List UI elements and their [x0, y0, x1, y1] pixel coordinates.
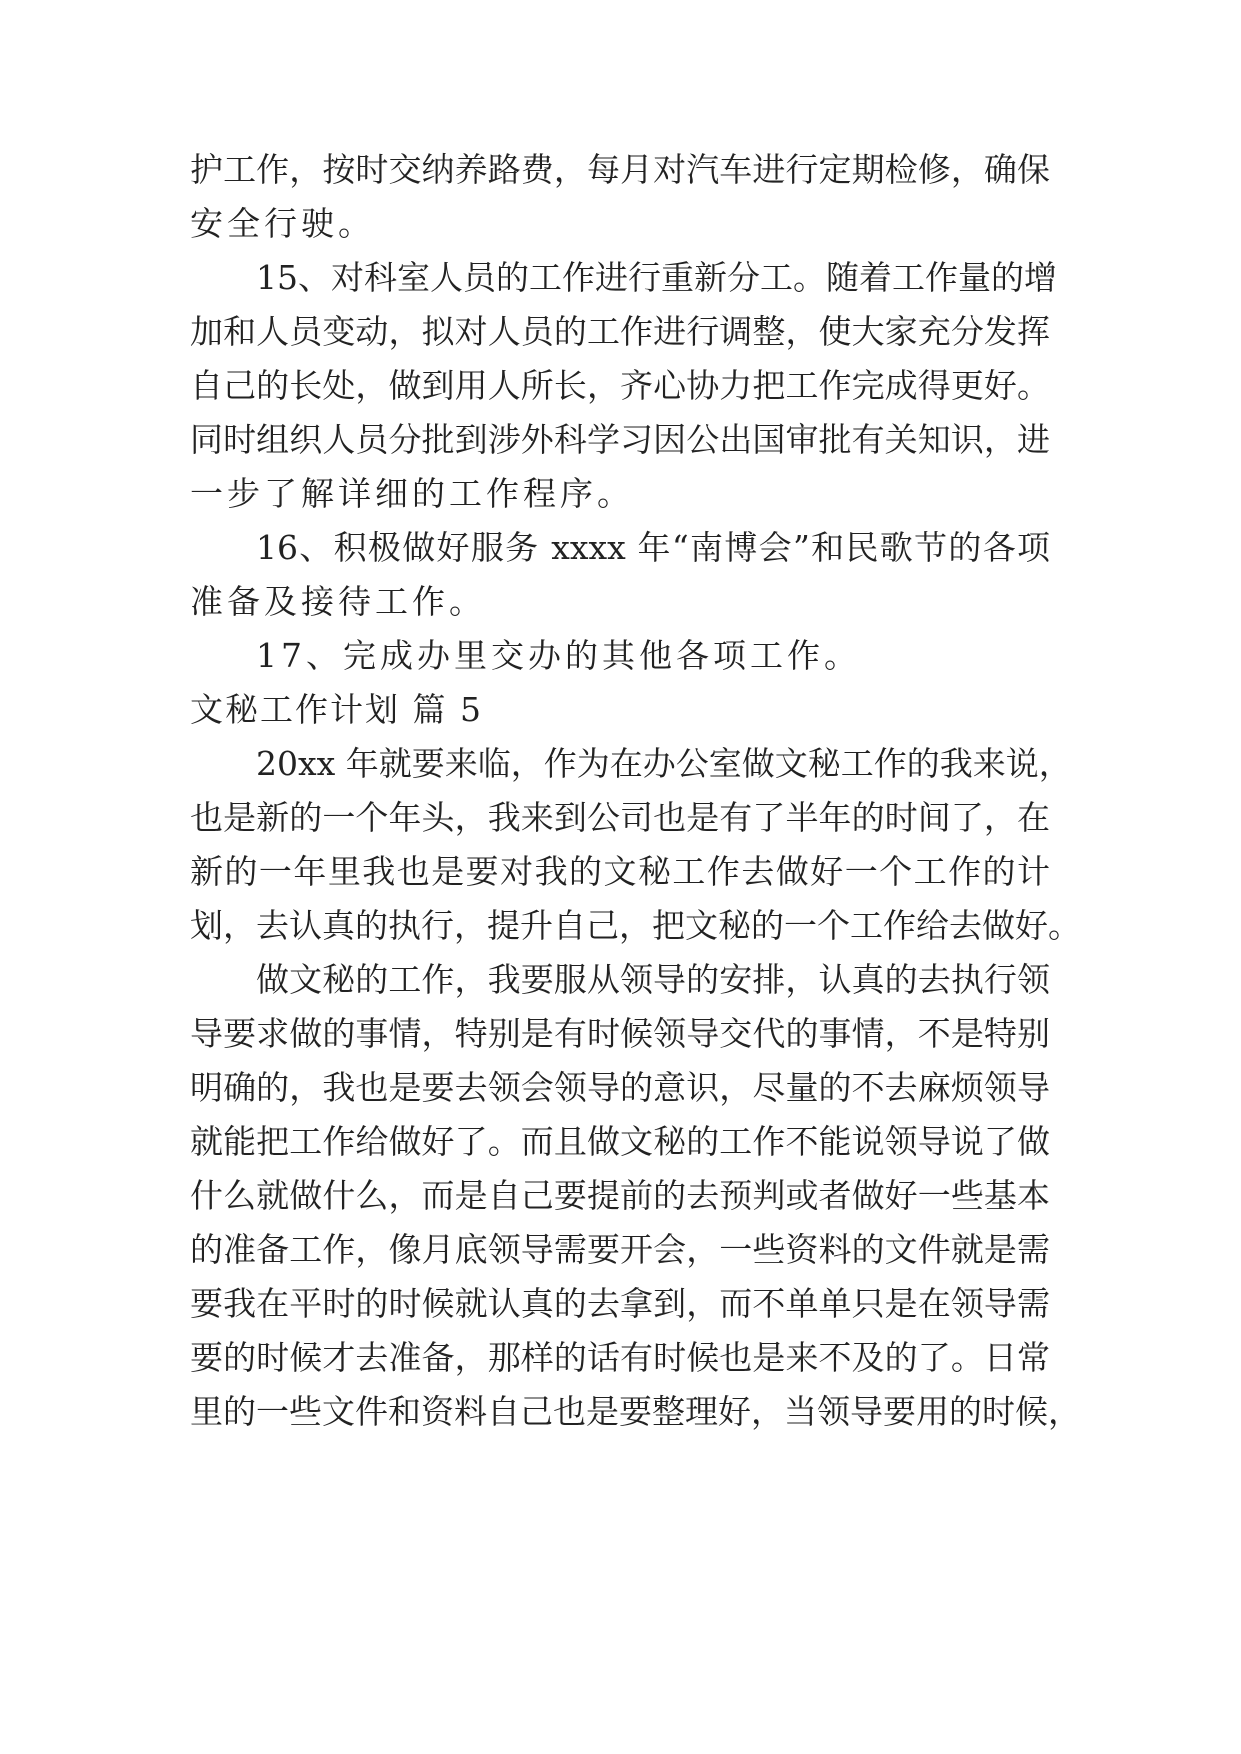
text-line: 要的时候才去准备，那样的话有时候也是来不及的了。日常	[190, 1338, 1050, 1377]
paragraph-start-line: 做文秘的工作，我要服从领导的安排，认真的去执行领	[256, 960, 1050, 999]
item-17-line: 17、完成办里交办的其他各项工作。	[256, 636, 861, 675]
section-heading: 文秘工作计划 篇 5	[190, 690, 483, 729]
text-line: 导要求做的事情，特别是有时候领导交代的事情，不是特别	[190, 1014, 1050, 1053]
text-line: 也是新的一个年头，我来到公司也是有了半年的时间了，在	[190, 798, 1050, 837]
item-15-line: 15、对科室人员的工作进行重新分工。随着工作量的增	[256, 258, 1057, 297]
text-line: 准备及接待工作。	[190, 582, 486, 621]
text-line: 的准备工作，像月底领导需要开会，一些资料的文件就是需	[190, 1230, 1050, 1269]
paragraph-start-line: 20xx 年就要来临，作为在办公室做文秘工作的我来说，	[256, 744, 1072, 783]
text-line: 一步了解详细的工作程序。	[190, 474, 634, 513]
text-line: 要我在平时的时候就认真的去拿到，而不单单只是在领导需	[190, 1284, 1050, 1323]
text-line: 自己的长处，做到用人所长，齐心协力把工作完成得更好。	[190, 366, 1050, 405]
text-line: 划，去认真的执行，提升自己，把文秘的一个工作给去做好。	[190, 906, 1081, 945]
text-line: 新的一年里我也是要对我的文秘工作去做好一个工作的计	[190, 852, 1050, 891]
text-line: 护工作，按时交纳养路费，每月对汽车进行定期检修，确保	[190, 150, 1050, 189]
text-line: 什么就做什么，而是自己要提前的去预判或者做好一些基本	[190, 1176, 1050, 1215]
text-line: 明确的，我也是要去领会领导的意识，尽量的不去麻烦领导	[190, 1068, 1050, 1107]
text-line: 安全行驶。	[190, 204, 375, 243]
text-line: 里的一些文件和资料自己也是要整理好，当领导要用的时候，	[190, 1392, 1081, 1431]
text-line: 就能把工作给做好了。而且做文秘的工作不能说领导说了做	[190, 1122, 1050, 1161]
item-16-line: 16、积极做好服务 xxxx 年“南博会”和民歌节的各项	[256, 528, 1050, 567]
text-line: 加和人员变动，拟对人员的工作进行调整，使大家充分发挥	[190, 312, 1050, 351]
text-line: 同时组织人员分批到涉外科学习因公出国审批有关知识，进	[190, 420, 1050, 459]
